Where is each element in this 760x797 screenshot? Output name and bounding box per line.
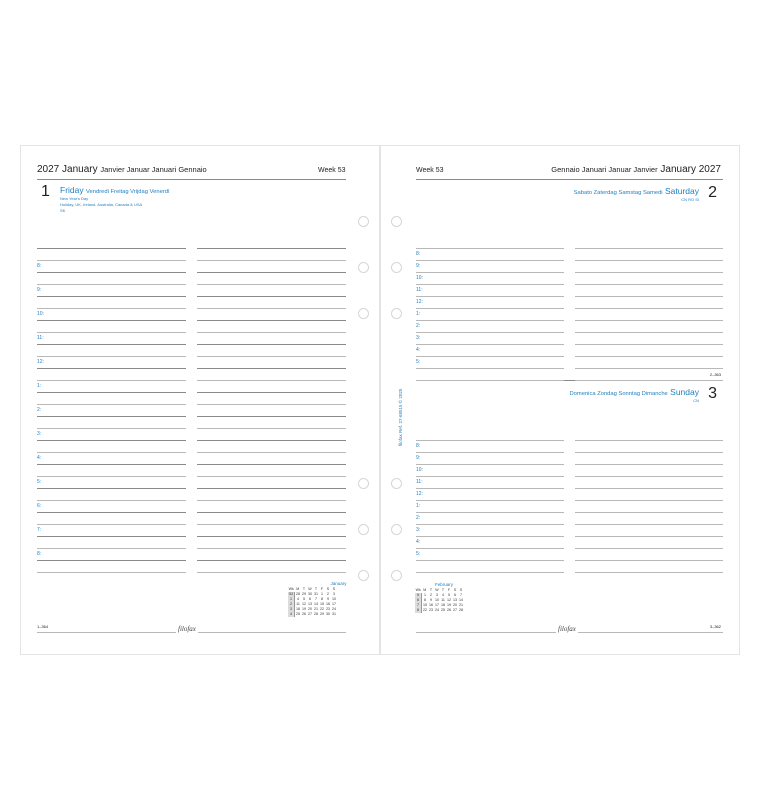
hour-label: 3: [416,335,421,341]
mini-calendar-week-number: 53 [289,592,293,596]
hour-label: 2: [416,323,421,329]
writing-line [37,512,186,513]
writing-line [416,296,564,297]
writing-line [37,296,186,297]
writing-line [197,332,346,333]
mini-calendar-header: W [435,588,439,592]
left-day-count: 1–364 [37,624,49,629]
mini-calendar-day: 4 [297,597,299,601]
mini-calendar-day: 29 [302,592,306,596]
mini-calendar-header: Wk [288,587,294,591]
hour-label: 6: [37,503,42,509]
mini-calendar-day: 6 [454,593,456,597]
mini-calendar-day: 19 [302,607,306,611]
mini-calendar-day: 8 [321,597,323,601]
hour-label: 2: [416,515,421,521]
saturday-number: 2 [708,184,717,201]
sunday-translations: Domenica Zondag Sonntag Dimanche [569,391,668,397]
writing-line [575,356,723,357]
writing-line [37,368,186,369]
mini-calendar-day: 18 [441,603,445,607]
writing-line [416,524,564,525]
hour-label: 7: [37,527,42,533]
writing-line [197,500,346,501]
mini-calendar-header: T [302,587,306,591]
writing-line [575,464,723,465]
mini-calendar-day: 9 [430,598,432,602]
writing-line [197,272,346,273]
writing-line [197,296,346,297]
mini-calendar-day: 27 [453,608,457,612]
mini-calendar-day: 25 [296,612,300,616]
hour-label: 10: [37,311,44,317]
punch-hole [391,570,402,581]
hour-label: 3: [37,431,42,437]
mini-calendar-header: S [453,588,457,592]
writing-line [197,404,346,405]
hour-label: 1: [416,503,421,509]
hour-label: 3: [416,527,421,533]
writing-line [416,320,564,321]
day-name: Friday [60,185,84,195]
left-diary-page [20,145,380,655]
mini-calendar-day: 3 [333,592,335,596]
writing-line [197,560,346,561]
writing-line [37,380,186,381]
mini-calendar-day: 28 [459,608,463,612]
mini-calendar-day: 26 [302,612,306,616]
hour-label: 11: [416,287,423,293]
right-week-label: Week 53 [416,167,444,174]
writing-line [197,416,346,417]
writing-line [575,296,723,297]
mini-calendar-header: F [320,587,324,591]
hour-label: 1: [416,311,421,317]
punch-hole [358,262,369,273]
mini-calendar-day: 2 [327,592,329,596]
writing-line [197,488,346,489]
mini-calendar-day: 20 [308,607,312,611]
writing-line [416,560,564,561]
writing-line [37,488,186,489]
writing-line [197,392,346,393]
writing-line [37,536,186,537]
mini-calendar-header: S [459,588,463,592]
mini-calendar-day: 26 [447,608,451,612]
mini-calendar-day: 15 [423,603,427,607]
writing-line [575,512,723,513]
mini-calendar-day: 20 [453,603,457,607]
mini-calendar-day: 18 [296,607,300,611]
writing-line [197,452,346,453]
mini-calendar-day: 17 [435,603,439,607]
right-diary-page [380,145,740,655]
mini-calendar-january [288,587,337,617]
mini-calendar-day: 4 [442,593,444,597]
mini-calendar-header: W [308,587,312,591]
writing-line [197,440,346,441]
writing-line [416,476,564,477]
writing-line [575,284,723,285]
header-rule [416,179,723,180]
writing-line [416,488,564,489]
writing-line [416,248,564,249]
writing-line [37,320,186,321]
left-month: January [62,164,98,175]
left-week-label: Week 53 [318,167,346,174]
mini-calendar-day: 10 [435,598,439,602]
mini-calendar-header: T [314,587,318,591]
writing-line [37,248,186,249]
mini-calendar-day: 13 [453,598,457,602]
mini-calendar-day: 11 [296,602,300,606]
writing-line [197,260,346,261]
hour-label: 5: [416,359,421,365]
writing-line [37,524,186,525]
mini-calendar-day: 17 [332,602,336,606]
right-day-count: 3–362 [709,624,721,629]
mini-calendar-week-number: 4 [288,612,295,617]
right-year: 2027 [698,164,721,175]
mini-calendar-header: S [326,587,330,591]
writing-line [197,248,346,249]
writing-line [37,548,186,549]
writing-line [37,428,186,429]
mini-calendar-day: 24 [435,608,439,612]
mini-calendar-day: 21 [459,603,463,607]
writing-line [37,416,186,417]
mini-calendar-header: Wk [415,588,421,592]
punch-hole [391,478,402,489]
mini-calendar-day: 9 [327,597,329,601]
sunday-note: CN [693,398,699,403]
writing-line [416,548,564,549]
saturday-translations: Sabato Zaterdag Samstag Samedi [573,190,663,196]
hour-label: 8: [416,251,421,257]
punch-hole [358,524,369,535]
punch-hole [391,262,402,273]
brand-logo: filofax [178,625,196,633]
mini-calendar-week-number: 3 [288,607,295,612]
mini-calendar-day: 30 [308,592,312,596]
mini-calendar-day: 14 [459,598,463,602]
mini-calendar-day: 15 [320,602,324,606]
writing-line [575,452,723,453]
writing-line [575,440,723,441]
saturday-day-count: 2–363 [709,372,721,377]
saturday-note: CN RO SI [681,197,699,202]
header-rule [37,179,346,180]
punch-hole [358,570,369,581]
hour-label: 9: [416,263,421,269]
writing-line [37,440,186,441]
mini-calendar-day: 16 [326,602,330,606]
writing-line [37,452,186,453]
writing-line [37,476,186,477]
mini-calendar-header: T [429,588,433,592]
mini-calendar-day: 7 [315,597,317,601]
writing-line [575,476,723,477]
hour-label: 1: [37,383,42,389]
mini-calendar-week-number: 2 [288,602,295,607]
hour-label: 4: [416,347,421,353]
writing-line [197,368,346,369]
mini-calendar-day: 12 [447,598,451,602]
mini-calendar-day: 3 [436,593,438,597]
writing-line [575,500,723,501]
writing-line [37,560,186,561]
hour-label: 10: [416,275,423,281]
writing-line [197,380,346,381]
writing-line [37,356,186,357]
writing-line [416,272,564,273]
writing-line [37,572,186,573]
mini-calendar-day: 13 [308,602,312,606]
writing-line [37,260,186,261]
writing-line [416,464,564,465]
hour-label: 4: [416,539,421,545]
writing-line [37,284,186,285]
writing-line [197,428,346,429]
hour-label: 11: [37,335,44,341]
writing-line [197,524,346,525]
mini-calendar-header: S [332,587,336,591]
writing-line [197,344,346,345]
mini-calendar-day: 24 [332,607,336,611]
writing-line [197,464,346,465]
writing-line [416,452,564,453]
hour-label: 2: [37,407,42,413]
mini-calendar-day: 31 [314,592,318,596]
writing-line [575,380,723,381]
mini-calendar-day: 8 [424,598,426,602]
mini-calendar-title: January [330,581,347,586]
left-year: 2027 [37,164,60,175]
spine-reference-text: filofax Ref. 27-68515 © 2025 [398,388,403,446]
mini-calendar-week-number: 1 [288,597,295,602]
saturday-heading [574,186,699,196]
writing-line [197,284,346,285]
writing-line [416,368,564,369]
mini-calendar-day: 2 [430,593,432,597]
mini-calendar-week-number: 8 [415,608,422,613]
writing-line [197,356,346,357]
writing-line [197,572,346,573]
writing-line [197,308,346,309]
writing-line [37,404,186,405]
writing-line [575,560,723,561]
mini-calendar-day: 6 [309,597,311,601]
mini-calendar-day: 27 [308,612,312,616]
writing-line [416,308,564,309]
mini-calendar-day: 11 [441,598,445,602]
hour-label: 12: [37,359,44,365]
writing-line [37,308,186,309]
writing-line [575,572,723,573]
writing-line [416,512,564,513]
punch-hole [391,216,402,227]
right-month: January [660,164,696,175]
hour-label: 8: [416,443,421,449]
writing-line [575,320,723,321]
brand-logo: filofax [558,625,576,633]
mini-calendar-header: F [447,588,451,592]
hour-label: 8: [37,551,42,557]
punch-hole [358,216,369,227]
hour-label: 9: [416,455,421,461]
mini-calendar-day: 23 [326,607,330,611]
writing-line [575,524,723,525]
mini-calendar-day: 30 [326,612,330,616]
writing-line [575,368,723,369]
writing-line [416,440,564,441]
mini-calendar-day: 16 [429,603,433,607]
sunday-heading [569,387,699,397]
mini-calendar-day: 21 [314,607,318,611]
writing-line [197,512,346,513]
mini-calendar-february [415,588,464,613]
mini-calendar-header: M [296,587,300,591]
hour-label: 4: [37,455,42,461]
hour-label: 8: [37,263,42,269]
mini-calendar-day: 7 [460,593,462,597]
mini-calendar-day: 25 [441,608,445,612]
mini-calendar-day: 14 [314,602,318,606]
day-translations: Vendredi Freitag Vrijdag Venerdì [86,189,170,195]
writing-line [416,536,564,537]
writing-line [416,356,564,357]
holiday-name: New Year's Day [60,196,89,201]
hour-label: 12: [416,491,423,497]
mini-calendar-day: 19 [447,603,451,607]
mini-calendar-day: 10 [332,597,336,601]
left-month-translations: Janvier Januar Januari Gennaio [100,165,207,174]
mini-calendar-day: 23 [429,608,433,612]
mini-calendar-day: 5 [303,597,305,601]
writing-line [575,344,723,345]
mini-calendar-week-number: 5 [415,593,422,598]
mini-calendar-day: 1 [321,592,323,596]
right-header [551,164,721,175]
hour-label: 12: [416,299,423,305]
punch-hole [358,478,369,489]
writing-line [197,536,346,537]
mini-calendar-title: February [434,582,453,587]
hour-label: 5: [37,479,42,485]
mini-calendar-week-number: 6 [415,598,422,603]
hour-label: 5: [416,551,421,557]
day-heading [60,185,170,195]
writing-line [575,260,723,261]
writing-line [416,380,564,381]
mini-calendar-header: T [441,588,445,592]
mini-calendar-day: 5 [448,593,450,597]
holiday-code: SK [60,208,66,213]
mini-calendar-day: 31 [332,612,336,616]
writing-line [575,272,723,273]
writing-line [37,464,186,465]
left-header [37,164,207,175]
writing-line [37,392,186,393]
sunday-number: 3 [708,385,717,402]
right-month-translations: Gennaio Januari Januar Janvier [551,165,658,174]
writing-line [416,284,564,285]
hour-label: 10: [416,467,423,473]
writing-line [37,272,186,273]
punch-hole [391,524,402,535]
sunday-name: Sunday [670,387,699,397]
holiday-detail: Holiday, UK, Ireland, Australia, Canada & USA [60,202,143,207]
punch-hole [358,308,369,319]
writing-line [416,500,564,501]
mini-calendar-day: 29 [320,612,324,616]
writing-line [37,332,186,333]
writing-line [575,308,723,309]
writing-line [197,476,346,477]
mini-calendar-week-number: 7 [415,603,422,608]
writing-line [575,536,723,537]
writing-line [416,332,564,333]
writing-line [575,248,723,249]
mini-calendar-day: 28 [296,592,300,596]
writing-line [575,332,723,333]
mini-calendar-day: 12 [302,602,306,606]
writing-line [416,344,564,345]
writing-line [416,572,564,573]
writing-line [37,344,186,345]
punch-hole [391,308,402,319]
writing-line [37,500,186,501]
hour-label: 11: [416,479,423,485]
mini-calendar-day: 22 [423,608,427,612]
saturday-name: Saturday [664,186,699,196]
writing-line [575,488,723,489]
writing-line [197,320,346,321]
mini-calendar-day: 22 [320,607,324,611]
writing-line [197,548,346,549]
day-number: 1 [41,183,50,200]
writing-line [416,260,564,261]
mini-calendar-header: M [423,588,427,592]
writing-line [575,548,723,549]
mini-calendar-day: 1 [424,593,426,597]
mini-calendar-day: 28 [314,612,318,616]
hour-label: 9: [37,287,42,293]
